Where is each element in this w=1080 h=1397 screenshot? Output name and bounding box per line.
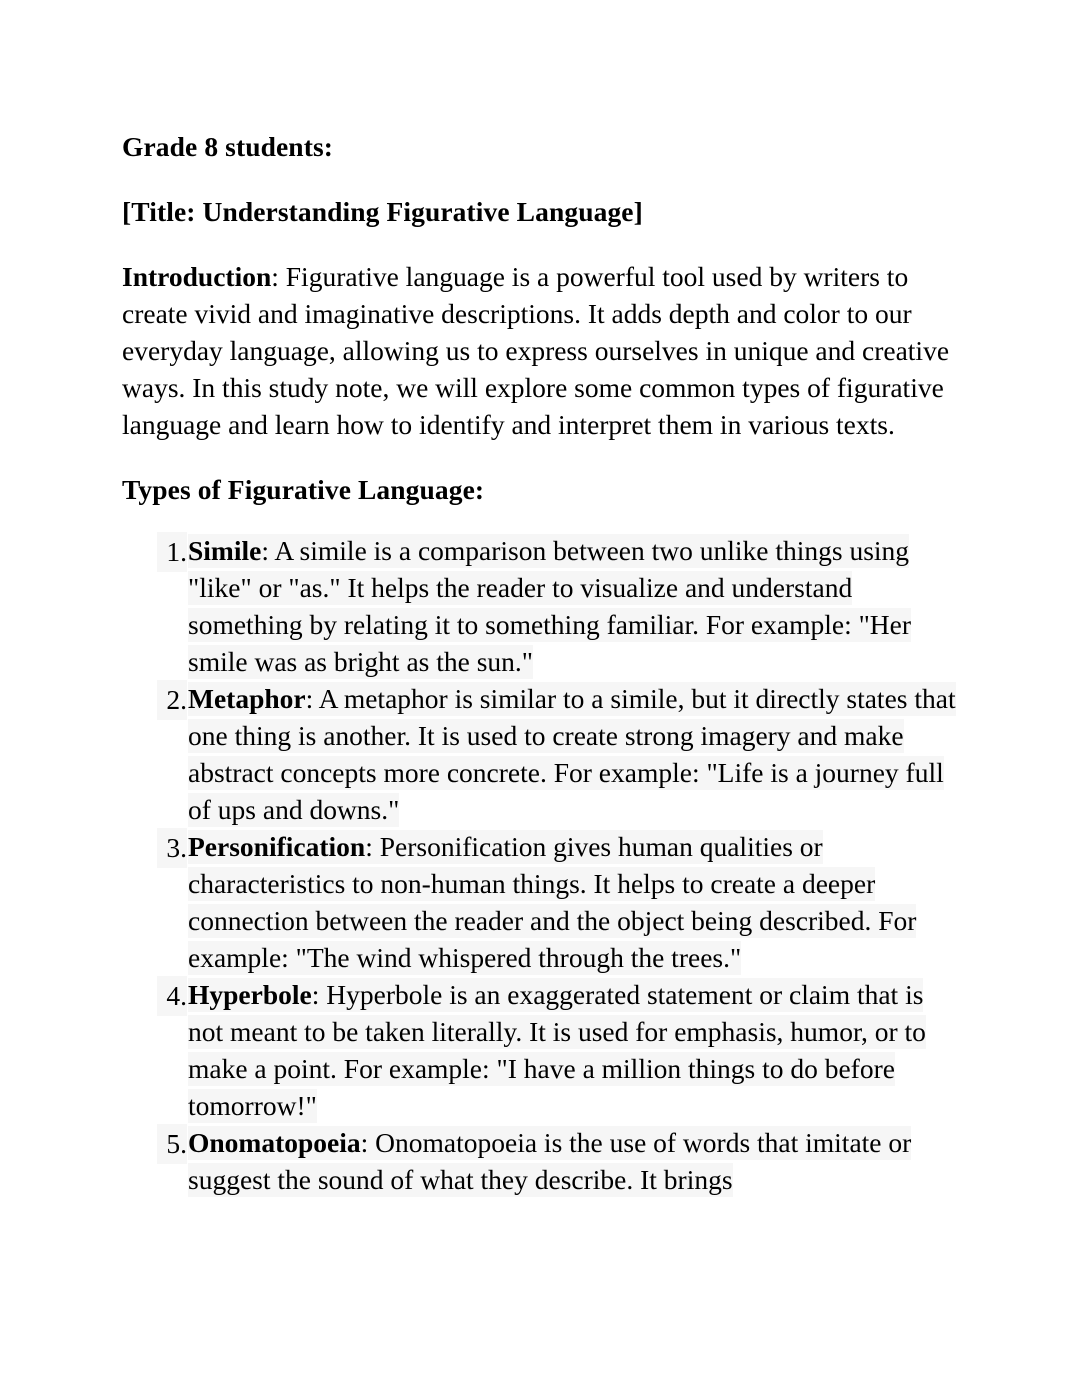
list-item-term: Metaphor (188, 683, 306, 714)
list-item (122, 680, 958, 828)
list-item-term: Personification (188, 831, 366, 862)
audience-heading: Grade 8 students: (122, 131, 334, 162)
list-item-term: Simile (188, 535, 262, 566)
list-item-body: : A simile is a comparison between two unlike things using "like" or "as." It helps the reader to visualize and understand something by relating it to something familiar. For example: "Her smile was as bright as the sun." (188, 535, 912, 677)
introduction-text: : Figurative language is a powerful tool used by writers to create vivid and imaginative descriptions. It adds depth and color to our everyday language, allowing us to express ourselves in unique and creative ways. In this study note, we will explore some common types of figurative language and learn how to identify and interpret them in various texts. (122, 261, 950, 440)
types-heading: Types of Figurative Language: (122, 474, 485, 505)
figurative-language-list (122, 532, 958, 1198)
list-item-body: : Hyperbole is an exaggerated statement or claim that is not meant to be taken literally. It is used for emphasis, humor, or to make a point. For example: "I have a million things to do before tomorrow!" (188, 979, 926, 1121)
list-item (122, 1124, 958, 1198)
introduction-label: Introduction (122, 261, 272, 292)
list-item (122, 828, 958, 976)
list-item-body: : Personification gives human qualities or characteristics to non-human things. It helps to create a deeper connection between the reader and the object being described. For example: "The wind whispered through the trees." (188, 831, 917, 973)
list-item-term: Hyperbole (188, 979, 312, 1010)
list-item-body: : Onomatopoeia is the use of words that imitate or suggest the sound of what they describe. It brings (188, 1127, 912, 1195)
list-item (122, 976, 958, 1124)
introduction-paragraph (122, 258, 957, 443)
list-item-term: Onomatopoeia (188, 1127, 361, 1158)
document-body (122, 128, 958, 1198)
list-item-body: : A metaphor is similar to a simile, but it directly states that one thing is another. It is used to create strong imagery and make abstract concepts more concrete. For example: "Life is a journey full of ups and downs." (188, 683, 956, 825)
title-heading: [Title: Understanding Figurative Language] (122, 196, 643, 227)
list-item (122, 532, 958, 680)
